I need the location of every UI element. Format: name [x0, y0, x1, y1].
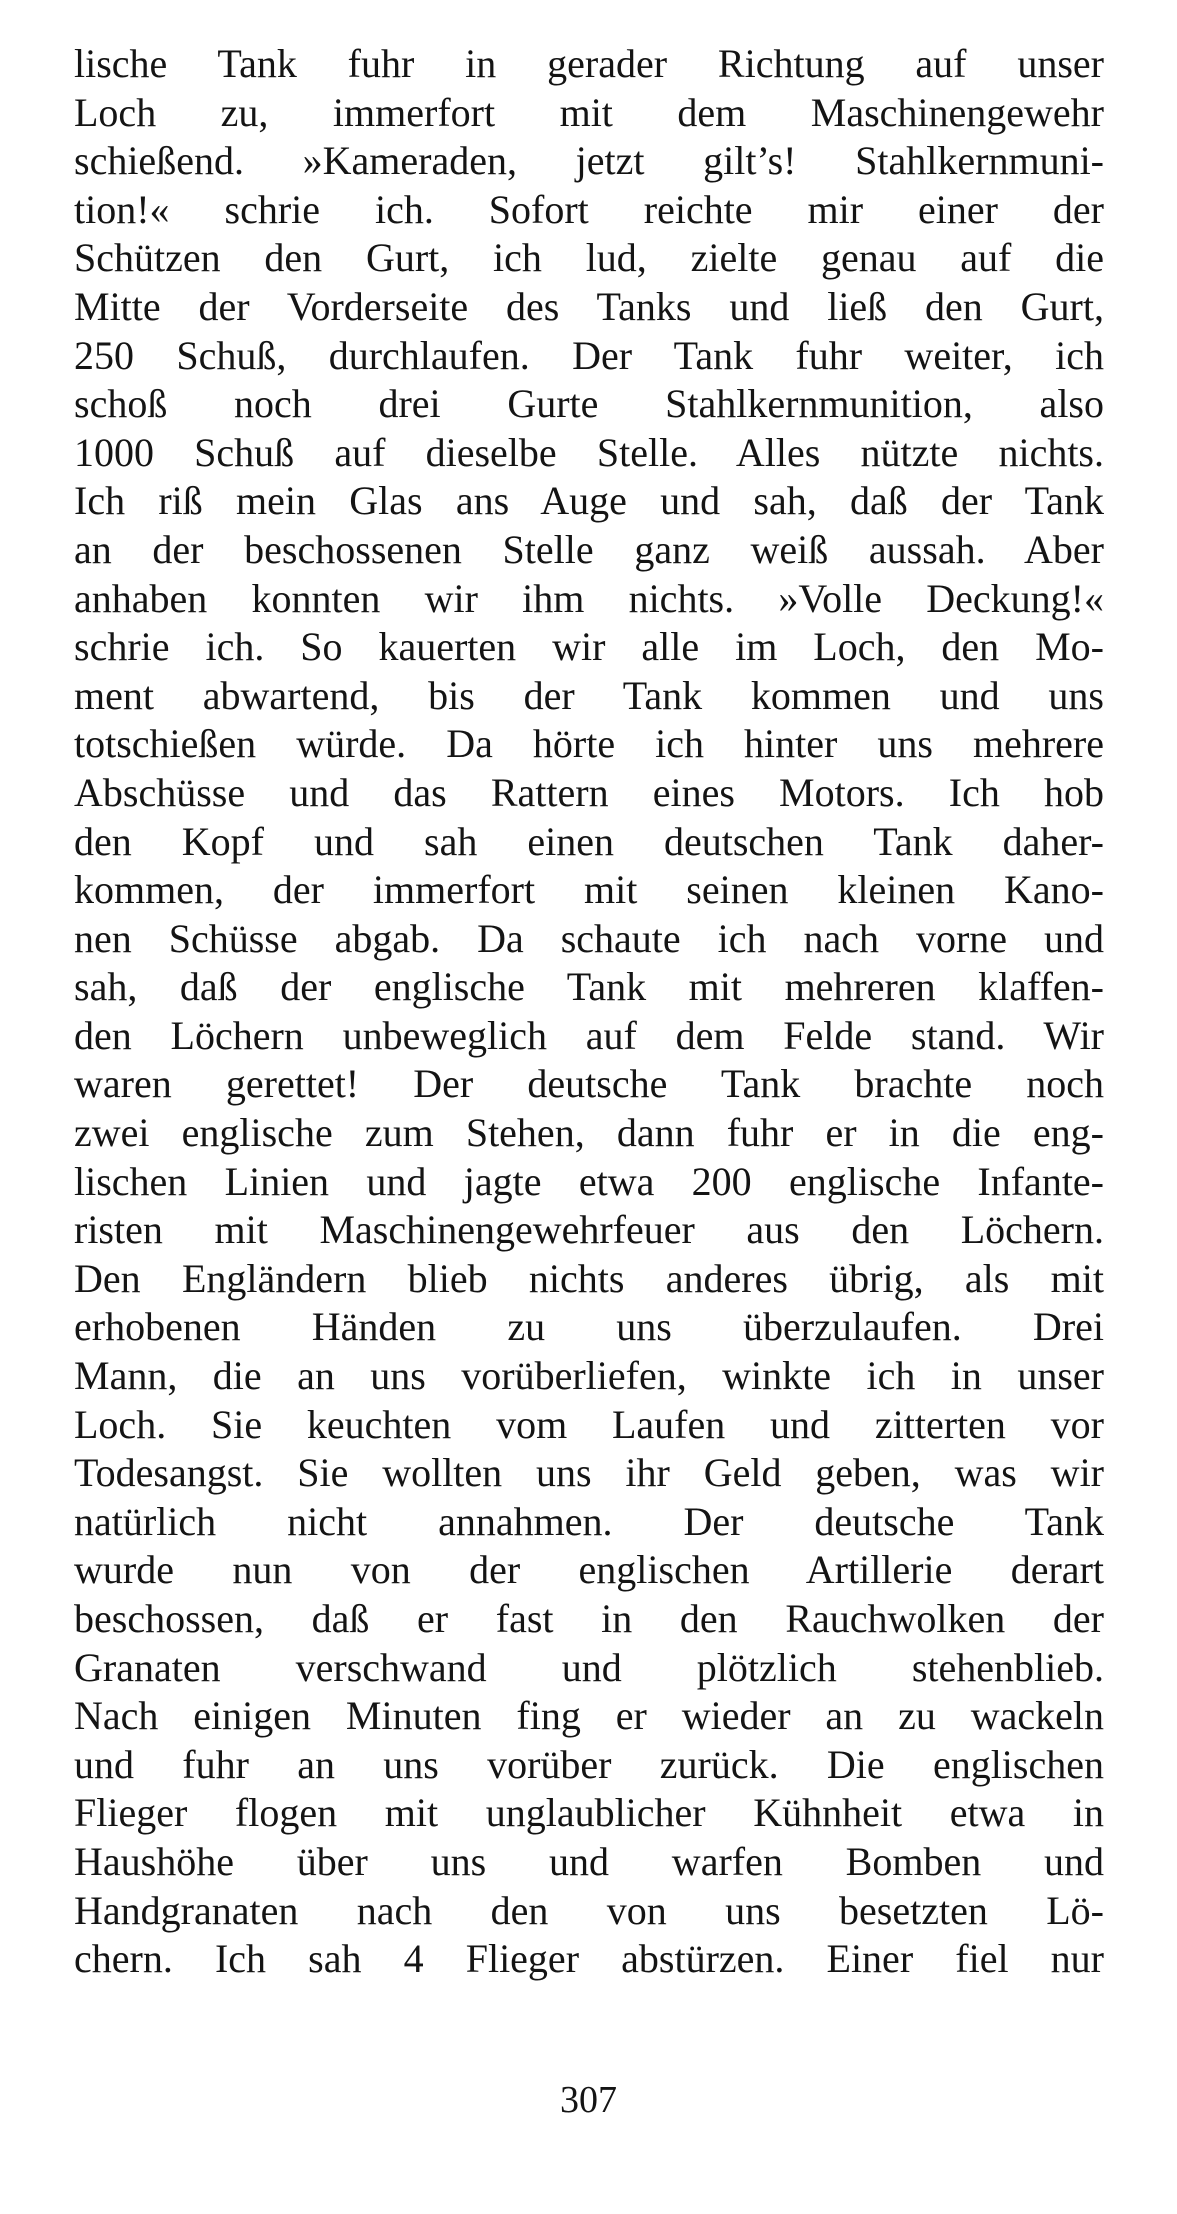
- text-line: lischen Linien und jagte etwa 200 englische Infante-: [74, 1158, 1104, 1204]
- text-line: anhaben konnten wir ihm nichts. »Volle Deckung!«: [74, 575, 1104, 621]
- text-line: und fuhr an uns vorüber zurück. Die englischen: [74, 1741, 1104, 1787]
- text-line: erhobenen Händen zu uns überzulaufen. Drei: [74, 1304, 1104, 1350]
- text-line: den Löchern unbeweglich auf dem Felde stand. Wir: [74, 1012, 1104, 1058]
- text-line: beschossen, daß er fast in den Rauchwolken der: [74, 1596, 1104, 1641]
- text-line: risten mit Maschinengewehrfeuer aus den Löchern.: [74, 1207, 1104, 1253]
- text-line: Schützen den Gurt, ich lud, zielte genau auf die: [74, 235, 1104, 281]
- text-line: Mitte der Vorderseite des Tanks und ließ den Gurt,: [74, 283, 1104, 329]
- text-line: Handgranaten nach den von uns besetzten Lö-: [74, 1887, 1104, 1933]
- text-line: lische Tank fuhr in gerader Richtung auf unser: [74, 41, 1104, 86]
- text-line: Haushöhe über uns und warfen Bomben und: [74, 1838, 1104, 1884]
- text-line: ment abwartend, bis der Tank kommen und uns: [74, 672, 1104, 718]
- text-line: natürlich nicht annahmen. Der deutsche Tank: [74, 1498, 1104, 1544]
- text-line: den Kopf und sah einen deutschen Tank daher-: [74, 818, 1104, 864]
- text-line: tion!« schrie ich. Sofort reichte mir einer der: [74, 186, 1104, 232]
- text-line: Flieger flogen mit unglaublicher Kühnheit etwa in: [74, 1790, 1104, 1836]
- text-line: nen Schüsse abgab. Da schaute ich nach vorne und: [74, 915, 1104, 961]
- text-line: zwei englische zum Stehen, dann fuhr er in die eng-: [74, 1110, 1104, 1156]
- text-line: Ich riß mein Glas ans Auge und sah, daß der Tank: [74, 478, 1104, 524]
- text-line: Granaten verschwand und plötzlich stehenblieb.: [74, 1644, 1104, 1690]
- text-line: waren gerettet! Der deutsche Tank brachte noch: [74, 1061, 1104, 1107]
- text-line: sah, daß der englische Tank mit mehreren klaffen-: [74, 964, 1104, 1010]
- text-line: Loch. Sie keuchten vom Laufen und zitterten vor: [74, 1401, 1104, 1447]
- text-line: chern. Ich sah 4 Flieger abstürzen. Einer fiel nur: [74, 1936, 1104, 1982]
- text-line: Todesangst. Sie wollten uns ihr Geld geben, was wir: [74, 1450, 1104, 1496]
- text-line: an der beschossenen Stelle ganz weiß aussah. Aber: [74, 526, 1104, 572]
- text-line: Abschüsse und das Rattern eines Motors. Ich hob: [74, 769, 1104, 815]
- page-number: 307: [560, 2079, 617, 2121]
- text-line: Mann, die an uns vorüberliefen, winkte ich in unser: [74, 1353, 1104, 1399]
- text-line: 250 Schuß, durchlaufen. Der Tank fuhr weiter, ich: [74, 332, 1104, 378]
- text-line: Loch zu, immerfort mit dem Maschinengewehr: [74, 89, 1104, 135]
- body-text: [74, 40, 1104, 1984]
- text-line: kommen, der immerfort mit seinen kleinen Kano-: [74, 867, 1104, 913]
- text-line: wurde nun von der englischen Artillerie derart: [74, 1547, 1104, 1593]
- text-line: schoß noch drei Gurte Stahlkernmunition, also: [74, 381, 1104, 427]
- text-line: schrie ich. So kauerten wir alle im Loch, den Mo-: [74, 624, 1104, 670]
- text-line: schießend. »Kameraden, jetzt gilt’s! Stahlkernmuni-: [74, 138, 1104, 184]
- text-line: Den Engländern blieb nichts anderes übrig, als mit: [74, 1255, 1104, 1301]
- text-line: totschießen würde. Da hörte ich hinter uns mehrere: [74, 721, 1104, 767]
- text-line: 1000 Schuß auf dieselbe Stelle. Alles nützte nichts.: [74, 429, 1104, 475]
- text-line: Nach einigen Minuten fing er wieder an zu wackeln: [74, 1693, 1104, 1739]
